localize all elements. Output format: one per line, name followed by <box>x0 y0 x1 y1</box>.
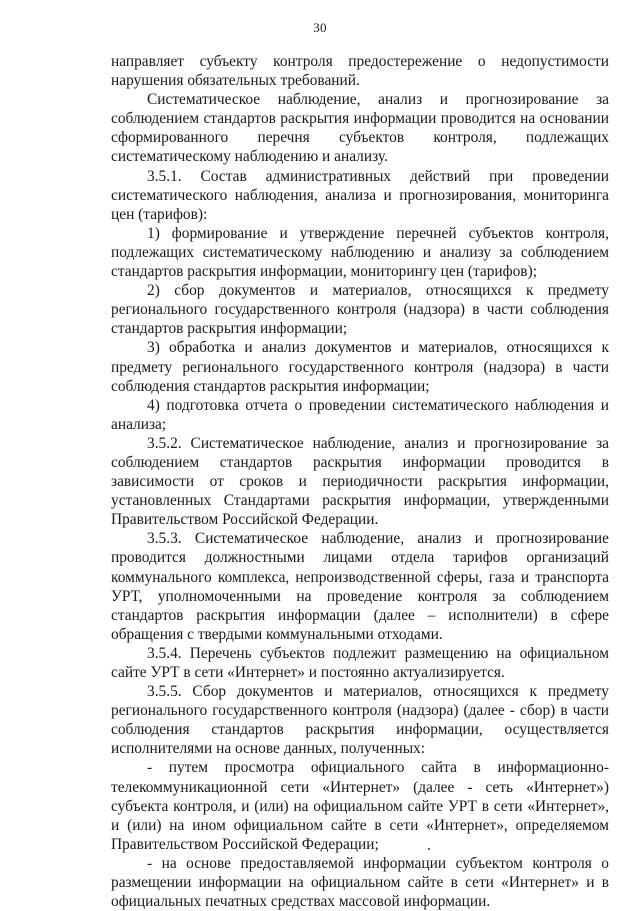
section-3-5-4: 3.5.4. Перечень субъектов подлежит размещению на официальном сайте УРТ в сети «Интернет» и постоянно актуализируется. <box>111 644 609 681</box>
list-item: 4) подготовка отчета о проведении систематического наблюдения и анализа; <box>111 396 609 433</box>
paragraph: направляет субъекту контроля предостережение о недопустимости нарушения обязательных требований. <box>111 53 609 90</box>
list-item: 3) обработка и анализ документов и материалов, относящихся к предмету регионального государственного контроля (надзора) в части соблюдения стандартов раскрытия информации; <box>111 339 609 395</box>
section-heading-3-5-1: 3.5.1. Состав административных действий при проведении систематического наблюдения, анализа и прогнозирования, мониторинга цен (тарифов): <box>111 167 609 223</box>
dash-item: - путем просмотра официального сайта в информационно-телекоммуникационной сети «Интернет» (далее - сеть «Интернет») субъекта контроля, и (или) на официальном сайте УРТ в сети «Интернет», и (или) на ином официальном сайте в сети «Интернет», определяемом Правительством Российской Федерации; <box>111 759 609 853</box>
list-item: 2) сбор документов и материалов, относящихся к предмету регионального государственного контроля (надзора) в части соблюдения стандартов раскрытия информации; <box>111 282 609 338</box>
dash-item: - на основе предоставляемой информации субъектом контроля о размещении информации на официальном сайте в сети «Интернет» и в официальных печатных средствах массовой информации. <box>111 854 609 911</box>
scan-speck <box>428 848 430 850</box>
document-body <box>111 52 609 911</box>
list-item: 1) формирование и утверждение перечней субъектов контроля, подлежащих систематическому наблюдению и анализу за соблюдением стандартов раскрытия информации, мониторингу цен (тарифов); <box>111 224 609 281</box>
section-3-5-5: 3.5.5. Сбор документов и материалов, относящихся к предмету регионального государственного контроля (надзора) (далее - сбор) в части соблюдения стандартов раскрытия информации, осуществляется исполнителями на основе данных, полученных: <box>111 683 609 758</box>
section-3-5-3: 3.5.3. Систематическое наблюдение, анализ и прогнозирование проводится должностными лицами отдела тарифов организаций коммунального комплекса, непроизводственной сферы, газа и транспорта УРТ, уполномоченными на проведение контроля за соблюдением стандартов раскрытия информации (далее – исполнители) в сфере обращения с твердыми коммунальными отходами. <box>111 530 609 643</box>
section-3-5-2: 3.5.2. Систематическое наблюдение, анализ и прогнозирование за соблюдением стандартов раскрытия информации проводится в зависимости от сроков и периодичности раскрытия информации, установленных Стандартами раскрытия информации, утвержденными Правительством Российской Федерации. <box>111 434 609 529</box>
paragraph: Систематическое наблюдение, анализ и прогнозирование за соблюдением стандартов раскрытия информации проводится на основании сформированного перечня субъектов контроля, подлежащих систематическому наблюдению и анализу. <box>111 91 609 166</box>
page-number: 30 <box>313 20 327 35</box>
